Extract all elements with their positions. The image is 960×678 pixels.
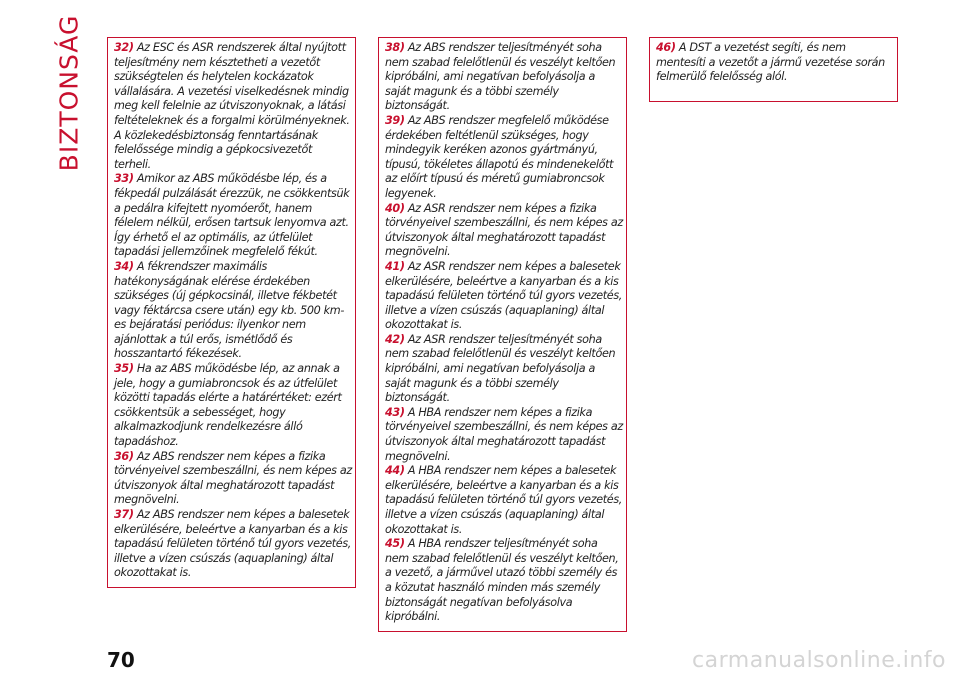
warning-entry-33: [114, 172, 352, 260]
warning-entry-40: [385, 202, 623, 260]
warning-text: A HBA rendszer nem képes a fizika törvényeivel szembeszállni, és nem képes az útviszonyok által meghatározott tapadást megnövelni.: [385, 405, 623, 463]
warning-number: 34): [114, 259, 134, 273]
warning-number: 38): [385, 41, 405, 54]
warning-number: 41): [385, 259, 405, 273]
warning-number: 46): [656, 41, 676, 54]
warning-number: 43): [385, 405, 405, 419]
warning-entry-42: [385, 333, 623, 406]
warning-entry-43: [385, 406, 623, 464]
warning-number: 36): [114, 449, 134, 463]
warning-text: A HBA rendszer teljesítményét soha nem szabad felelőtlenül és veszélyt keltően, a vezető, a járművel utazó többi személy és a közutat használó minden más személy biztonságát negatívan befolyásolva kipróbálni.: [385, 537, 619, 624]
warning-number: 37): [114, 508, 134, 521]
watermark: carmanualsonline.info: [692, 648, 946, 673]
warning-text: A HBA rendszer nem képes a balesetek elkerülésére, beleértve a kanyarban és a kis tapadású felületen történő túl gyors vezetés, illetve a vízen csúszás (aquaplaning) által okozottakat is.: [385, 464, 623, 536]
warning-column-3: [649, 37, 898, 102]
warning-entry-41: [385, 260, 623, 333]
warning-number: 45): [385, 537, 405, 551]
warning-text: A fékrendszer maximális hatékonyságának elérése érdekében szükséges (új gépkocsinál, illetve fékbetét vagy féktárcsa csere után) egy kb. 500 km-es bejáratási periódus: ilyenkor nem ajánlottak a túl erős, ismétlődő és hosszantartó fékezések.: [114, 259, 345, 361]
warning-number: 32): [114, 41, 134, 54]
warning-entry-38: [385, 41, 623, 114]
warning-text: Amikor az ABS működésbe lép, és a fékpedál pulzálását érezzük, ne csökkentsük a pedálra kifejtett nyomóerőt, hanem félelem nélkül, erősen tartsuk lenyomva azt. Így érhető el az optimális, az útfelület tapadási jellemzőinek megfelelő fékút.: [114, 172, 350, 259]
warning-entry-39: [385, 114, 623, 202]
warning-entry-35: [114, 362, 352, 450]
warning-text: Az ABS rendszer teljesítményét soha nem szabad felelőtlenül és veszélyt keltően kipróbálni, ami negatívan befolyásolja a saját magunk és a többi személy biztonságát.: [385, 41, 616, 113]
warning-text: Az ASR rendszer nem képes a fizika törvényeivel szembeszállni, és nem képes az útviszonyok által meghatározott tapadást megnövelni.: [385, 201, 623, 259]
section-title-text: BIZTONSÁG: [54, 14, 84, 172]
warning-text: Ha az ABS működésbe lép, az annak a jele, hogy a gumiabroncsok és az útfelület közötti tapadás elérte a határértéket: ezért csökkentsük a sebességet, hogy alkalmazkodjunk rendelkezésre álló tapadáshoz.: [114, 362, 342, 449]
warning-number: 42): [385, 332, 405, 346]
warning-entry-46: [656, 41, 894, 85]
warning-number: 40): [385, 201, 405, 215]
page-number: 70: [107, 648, 135, 672]
section-title: [52, 14, 86, 172]
warning-number: 35): [114, 362, 134, 376]
warning-text: Az ASR rendszer teljesítményét soha nem szabad felelőtlenül és veszélyt keltően kipróbálni, ami negatívan befolyásolja a saját magunk és a többi személy biztonságát.: [385, 332, 616, 405]
warning-number: 33): [114, 172, 134, 186]
warning-text: Az ESC és ASR rendszerek által nyújtott teljesítmény nem késztetheti a vezetőt szükségtelen és helytelen kockázatok vállalására. A vezetési viselkedésnek mindig meg kell felelnie az útviszonyoknak, a látási feltételeknek és a forgalmi körülményeknek. A közlekedésbiztonság fenntartásának felelőssége mindig a gépkocsivezetőt terheli.: [114, 41, 350, 171]
warning-entry-34: [114, 260, 352, 362]
warning-entry-44: [385, 464, 623, 537]
warning-text: A DST a vezetést segíti, és nem mentesíti a vezetőt a jármű vezetése során felmerülő felelősség alól.: [656, 41, 885, 84]
warning-entry-36: [114, 450, 352, 508]
warning-column-2: [378, 37, 627, 632]
warning-number: 44): [385, 464, 405, 478]
warning-text: Az ASR rendszer nem képes a balesetek elkerülésére, beleértve a kanyarban és a kis tapadású felületen történő túl gyors vezetés, illetve a vízen csúszás (aquaplaning) által okozottakat is.: [385, 259, 623, 332]
warning-entry-32: [114, 41, 352, 172]
warning-entry-37: [114, 508, 352, 581]
warning-text: Az ABS rendszer megfelelő működése érdekében feltétlenül szükséges, hogy mindegyik keréken azonos gyártmányú, típusú, tökéletes állapotú és mindenekelőtt az előírt típusú és méretű gumiabroncsok legyenek.: [385, 113, 614, 200]
warning-number: 39): [385, 113, 405, 127]
warning-entry-45: [385, 537, 623, 625]
warning-column-1: [107, 37, 356, 588]
warning-text: Az ABS rendszer nem képes a fizika törvényeivel szembeszállni, és nem képes az útviszonyok által meghatározott tapadást megnövelni.: [114, 449, 352, 507]
warning-text: Az ABS rendszer nem képes a balesetek elkerülésére, beleértve a kanyarban és a kis tapadású felületen történő túl gyors vezetés, illetve a vízen csúszás (aquaplaning) által okozottakat is.: [114, 508, 352, 580]
